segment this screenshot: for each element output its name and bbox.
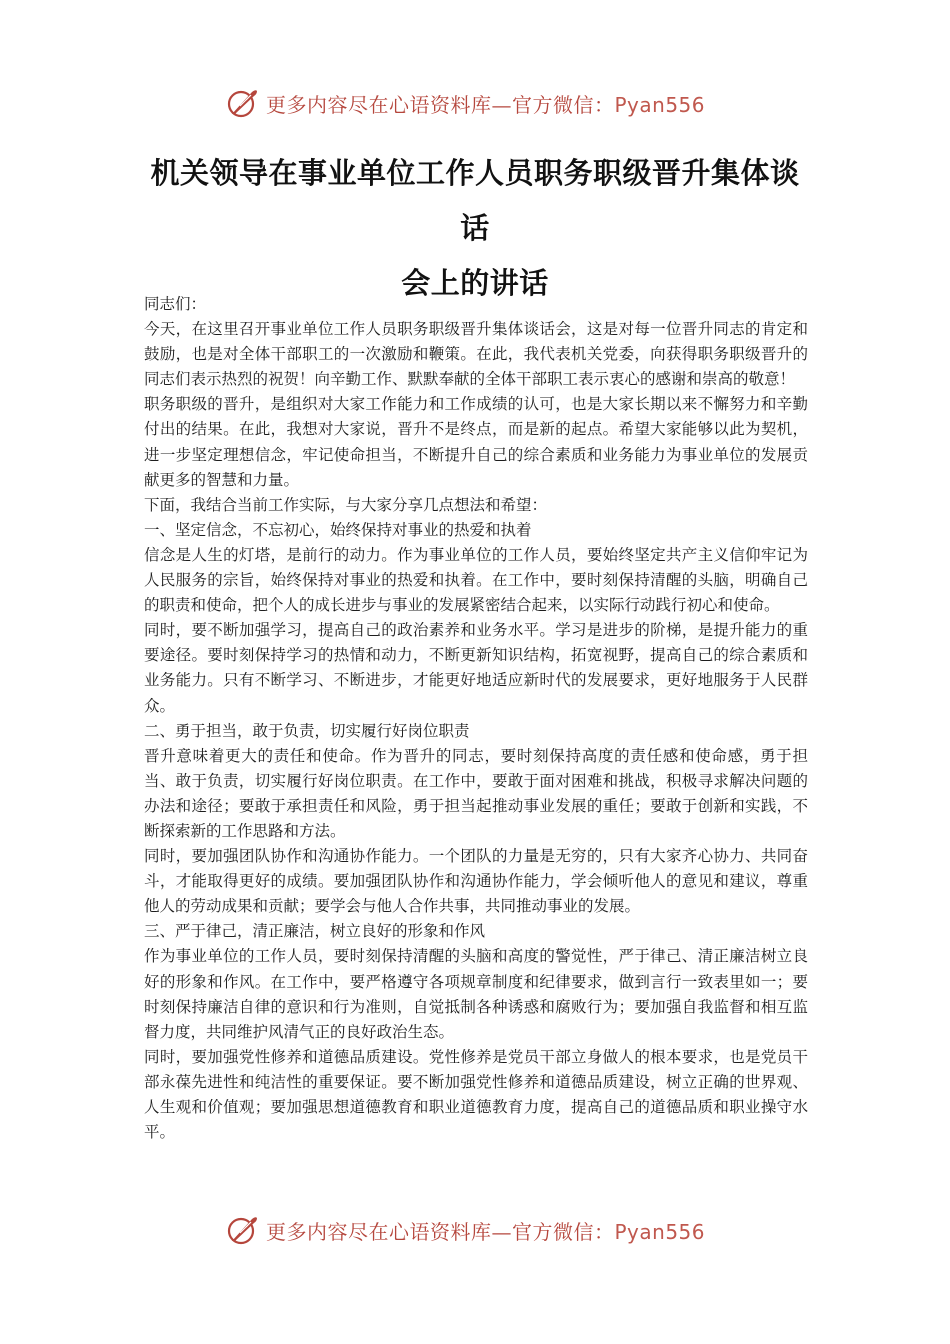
paragraph: 同时，要加强党性修养和道德品质建设。党性修养是党员干部立身做人的根本要求，也是党员干部永葆先进性和纯洁性的重要保证。要不断加强党性修养和道德品质建设，树立正确的世界观、人生观和价值观；要加强思想道德教育和职业道德教育力度，提高自己的道德品质和职业操守水平。 bbox=[144, 1047, 808, 1142]
quill-logo-icon bbox=[226, 86, 260, 120]
title-line-2: 会上的讲话 bbox=[401, 266, 549, 300]
section-heading-2: 二、勇于担当，敢于负责，切实履行好岗位职责 bbox=[144, 721, 470, 740]
paragraph: 同时，要加强团队协作和沟通协作能力。一个团队的力量是无穷的，只有大家齐心协力、共同奋斗，才能取得更好的成绩。要加强团队协作和沟通协作能力，学会倾听他人的意见和建议，尊重他人的劳动成果和贡献；要学会与他人合作共事，共同推动事业的发展。 bbox=[144, 847, 808, 916]
title-line-1: 机关领导在事业单位工作人员职务职级晋升集体谈话 bbox=[150, 156, 800, 245]
paragraph: 晋升意味着更大的责任和使命。作为晋升的同志，要时刻保持高度的责任感和使命感，勇于担当、敢于负责，切实履行好岗位职责。在工作中，要敢于面对困难和挑战，积极寻求解决问题的办法和途径；要敢于承担责任和风险，勇于担当起推动事业发展的重任；要敢于创新和实践，不断探索新的工作思路和方法。 bbox=[144, 746, 808, 840]
banner-slogan: 更多内容尽在心语资料库—官方微信： bbox=[266, 1219, 615, 1244]
paragraph: 同时，要不断加强学习，提高自己的政治素养和业务水平。学习是进步的阶梯，是提升能力的重要途径。要时刻保持学习的热情和动力，不断更新知识结构，拓宽视野，提高自己的综合素质和业务能力。只有不断学习、不断进步，才能更好地适应新时代的发展要求，更好地服务于人民群众。 bbox=[144, 621, 808, 715]
document-title bbox=[140, 146, 810, 311]
paragraph: 今天，在这里召开事业单位工作人员职务职级晋升集体谈话会，这是对每一位晋升同志的肯定和鼓励，也是对全体干部职工的一次激励和鞭策。在此，我代表机关党委，向获得职务职级晋升的同志们表示热烈的祝贺！向辛勤工作、默默奉献的全体干部职工表示衷心的感谢和崇高的敬意！ bbox=[144, 320, 808, 389]
banner-wechat-id: Pyan556 bbox=[614, 1219, 706, 1244]
paragraph: 信念是人生的灯塔，是前行的动力。作为事业单位的工作人员，要始终坚定共产主义信仰牢记为人民服务的宗旨，始终保持对事业的热爱和执着。在工作中，要时刻保持清醒的头脑，明确自己的职责和使命，把个人的成长进步与事业的发展紧密结合起来，以实际行动践行初心和使命。 bbox=[144, 545, 808, 615]
section-heading-1: 一、坚定信念，不忘初心，始终保持对事业的热爱和执着 bbox=[144, 520, 532, 539]
banner-text bbox=[266, 1216, 705, 1245]
section-heading-3: 三、严于律己，清正廉洁，树立良好的形象和作风 bbox=[144, 922, 486, 941]
paragraph: 下面，我结合当前工作实际，与大家分享几点想法和希望： bbox=[144, 495, 548, 514]
banner-slogan: 更多内容尽在心语资料库—官方微信： bbox=[266, 92, 615, 117]
paragraph: 职务职级的晋升，是组织对大家工作能力和工作成绩的认可，也是大家长期以来不懈努力和辛勤付出的结果。在此，我想对大家说，晋升不是终点，而是新的起点。希望大家能够以此为契机，进一步坚定理想信念，牢记使命担当，不断提升自己的综合素质和业务能力为事业单位的发展贡献更多的智慧和力量。 bbox=[144, 395, 808, 489]
document-body bbox=[144, 292, 808, 1145]
quill-logo-icon bbox=[226, 1213, 260, 1247]
footer-banner bbox=[226, 1210, 726, 1250]
salutation: 同志们： bbox=[144, 295, 207, 313]
banner-wechat-id: Pyan556 bbox=[614, 92, 706, 117]
paragraph: 作为事业单位的工作人员，要时刻保持清醒的头脑和高度的警觉性，严于律己、清正廉洁树立良好的形象和作风。在工作中，要严格遵守各项规章制度和纪律要求，做到言行一致表里如一；要时刻保持廉洁自律的意识和行为准则，自觉抵制各种诱惑和腐败行为；要加强自我监督和相互监督力度，共同维护风清气正的良好政治生态。 bbox=[144, 947, 808, 1041]
header-banner bbox=[226, 83, 726, 123]
banner-text bbox=[266, 89, 705, 118]
